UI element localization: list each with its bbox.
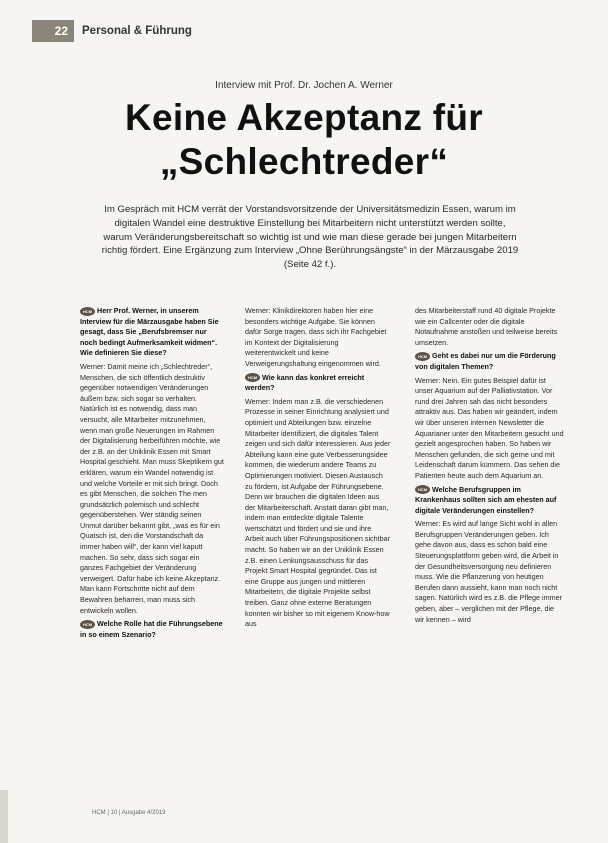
question bbox=[415, 485, 565, 517]
hcm-badge-icon: HCM bbox=[415, 485, 430, 494]
section-title: Personal & Führung bbox=[82, 25, 192, 37]
page-footer: HCM | 10 | Ausgabe 4/2019 bbox=[92, 810, 166, 816]
title-line-1: Keine Akzeptanz für bbox=[125, 97, 483, 138]
answer-text: Werner: Klinikdirektoren haben hier eine besonders wichtige Aufgabe. Sie können dafür Sorge tragen, dass sich ihr Fachgebiet im Kontext der Digitalisierung weiterentwickelt und keine Verweigerungshaltung eingenommen wird. bbox=[245, 306, 387, 368]
page-number: 22 bbox=[32, 20, 74, 42]
hcm-badge-icon: HCM bbox=[245, 373, 260, 382]
hcm-badge-icon: HCM bbox=[80, 307, 95, 316]
answer-text: Werner: Damit meine ich „Schlechtreder“, Menschen, die sich öffentlich destruktiv gegenüber notwendigen Veränderungen äußern bzw. sich sogar so verhalten. Natürlich ist es notwendig, dass man versucht, alle Mitarbeiter mitzunehmen, wenn man große Neuerungen im Rahmen der Digitalisierung herbeiführen möchte, wie der z.B. an der Uniklinik Essen mit Smart Hospital geschieht. Man muss Skeptikern gut erklären, warum ein Wandel notwendig ist und welche Vorteile er mit sich bringt. Doch es gibt Menschen, die solchen The men grundsätzlich polemisch und schlecht gegenüberstehen. Wer ständig seinen Unmut darüber bekannt gibt, „was es für ein Quatsch ist, den die Vorstandschaft da immer haben will“, der kann viel kaputt machen. So sehr, dass sich sogar ein ganzes Fachgebiet der Veränderung verweigert. Dafür habe ich keine Akzeptanz. Man kann Fortschritte nicht auf dem Bewahren beharren, man muss sich entwickeln wollen. bbox=[80, 361, 224, 615]
question bbox=[245, 373, 391, 394]
question-text: Welche Rolle hat die Führungsebene in so einem Szenario? bbox=[80, 619, 223, 639]
page-corner-shadow bbox=[0, 790, 8, 843]
page-header bbox=[32, 20, 192, 42]
text-column-2 bbox=[245, 306, 391, 633]
question bbox=[80, 306, 224, 359]
answer-text: Werner: Es wird auf lange Sicht wohl in allen Berufsgruppen Veränderungen geben. Ich gehe davon aus, dass es schon bald eine Steuerungsplattform geben wird, die Arbeit in der Gesundheitsversorgung neu definieren muss. Wie die Pflanzerung von heutigen Berufen dann aussieht, kann man noch nicht sagen. Natürlich wird es z.B. die Pflege immer geben, aber – verglichen mit der Pflege, die wir kennen – wird bbox=[415, 519, 563, 624]
title-line-2: „Schlechtreder“ bbox=[159, 141, 449, 182]
question bbox=[415, 351, 565, 372]
hcm-badge-icon: HCM bbox=[80, 620, 95, 629]
answer-text: Werner: Nein. Ein gutes Beispiel dafür ist unser Aquarium auf der Palliativstation. Vor rund drei Jahren sah das nicht besonders attraktiv aus. Das haben wir geändert, indem wir über unseren internen Newsletter die Aquarianer unter den Mitarbeitern gesucht und gezielt angesprochen haben. So haben wir Menschen gefunden, die sich gerne und mit Leidenschaft darum kümmern. Das sehen die Patienten heute auch dem Aquarium an. bbox=[415, 375, 564, 480]
article-intro: Im Gespräch mit HCM verrät der Vorstandsvorsitzende der Universitätsmedizin Essen, warum im digitalen Wandel eine destruktive Einstellung bei Mitarbeitern nicht unterstützt werden sollte, warum Veränderungsbereitschaft so wichtig ist und wie man diese gerade bei jungen Mitarbeitern richtig fördert. Eine Ergänzung zum Interview „Ohne Berührungsängste“ in der Märzausgabe 2019 (Seite 42 f.). bbox=[101, 204, 519, 271]
text-column-3 bbox=[415, 306, 565, 628]
question-text: Welche Berufsgruppen im Krankenhaus sollten sich am ehesten auf digitale Veränderungen einstellen? bbox=[415, 484, 557, 515]
text-column-1 bbox=[80, 306, 224, 643]
answer-text: des Mitarbeiterstaff rund 40 digitale Projekte wie ein Callcenter oder die digitale Notaufnahme anstoßen und teilweise bereits umsetzen. bbox=[415, 306, 558, 347]
answer-text: Werner: Indem man z.B. die verschiedenen Prozesse in seiner Einrichtung analysiert und optimiert und Abteilungen bzw. einzelne Mitarbeiter identifiziert, die digitales Talent zeigen und sich dafür interessieren. Aus jeder Abteilung kann eine gute Verbesserungsidee kommen, die wiederum andere Teams zu Optimierungen motiviert. Diesen Austausch zu fördern, ist Aufgabe der Führungsebene. Denn wir brauchen die digitalen Ideen aus der Mitarbeiterschaft. Anstatt daran gibt man, indem man entdeckte digitale Talente wertschätzt und fördert und sie und ihre Arbeit auch über Führungspositionen sichtbar macht. So haben wir an der Uniklinik Essen z.B. einen Lenkungsausschuss für das Projekt Smart Hospital gegründet. Das ist eine Gruppe aus jungen und mittleren Mitarbeitern, die digitale Projekte selbst treiben. Ganz ohne externe Beratungen konnten wir bisher so mit eigenem Know-how aus bbox=[245, 396, 391, 629]
article-kicker: Interview mit Prof. Dr. Jochen A. Werner bbox=[215, 80, 393, 91]
hcm-badge-icon: HCM bbox=[415, 352, 430, 361]
question-text: Herr Prof. Werner, in unserem Interview für die Märzausgabe haben Sie gesagt, dass Sie „Berufsbremser nur noch bedingt Aufmerksamkeit widmen“. Wie definieren Sie diese? bbox=[80, 306, 219, 358]
article-title bbox=[0, 96, 608, 184]
question-text: Wie kann das konkret erreicht werden? bbox=[245, 372, 365, 393]
question bbox=[80, 619, 224, 640]
question-text: Geht es dabei nur um die Förderung von digitalen Themen? bbox=[415, 351, 556, 371]
